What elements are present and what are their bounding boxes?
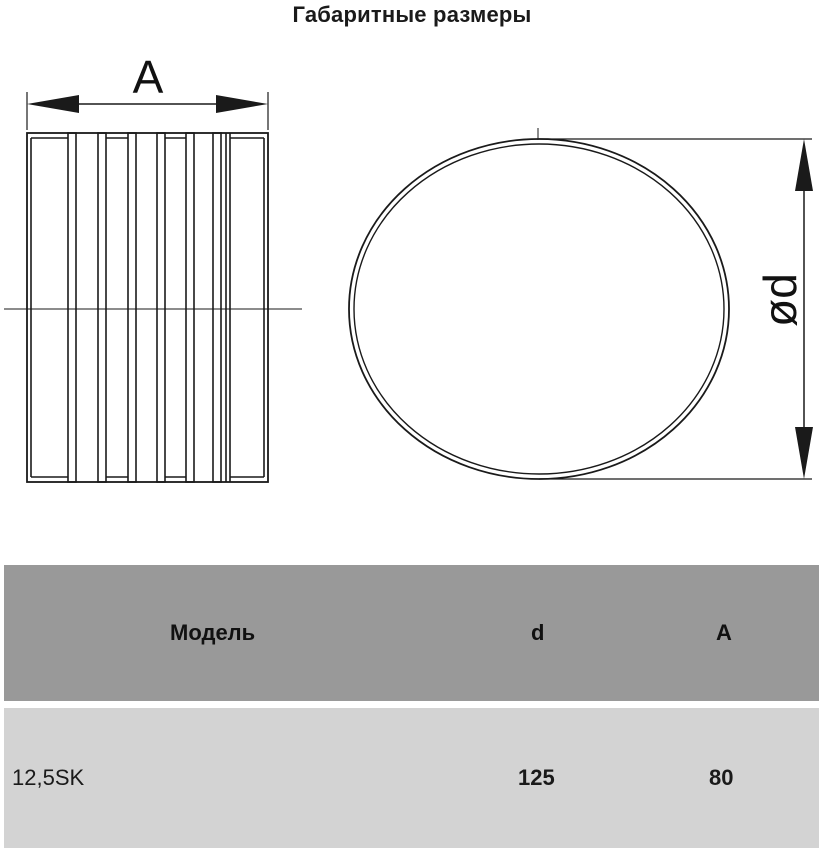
cell-d: 125	[518, 765, 555, 790]
rib-6	[213, 133, 221, 482]
rib-4	[157, 133, 165, 482]
dimension-a	[27, 51, 268, 113]
outer-circle	[349, 139, 729, 479]
page-title: Габаритные размеры	[292, 2, 532, 27]
cell-a: 80	[709, 765, 734, 790]
arrow-bottom	[795, 427, 813, 479]
rib-1	[68, 133, 76, 482]
dimension-d-label: ød	[754, 273, 806, 327]
side-view	[4, 92, 302, 482]
rib-3	[128, 133, 136, 482]
header-a: A	[716, 620, 732, 645]
arrow-left	[27, 95, 79, 113]
header-d: d	[531, 620, 545, 645]
front-view	[349, 128, 812, 479]
rib-2	[98, 133, 106, 482]
table-header	[4, 565, 819, 701]
inner-circle	[354, 144, 724, 474]
dimension-d	[754, 139, 813, 479]
arrow-top	[795, 139, 813, 191]
cell-model: 12,5SK	[12, 765, 85, 790]
side-body-outline	[27, 133, 268, 482]
table-row	[4, 708, 819, 848]
rib-5	[186, 133, 194, 482]
dimensions-table	[4, 565, 819, 848]
dimension-a-label: A	[132, 51, 164, 103]
arrow-right	[216, 95, 268, 113]
header-model: Модель	[170, 620, 256, 645]
